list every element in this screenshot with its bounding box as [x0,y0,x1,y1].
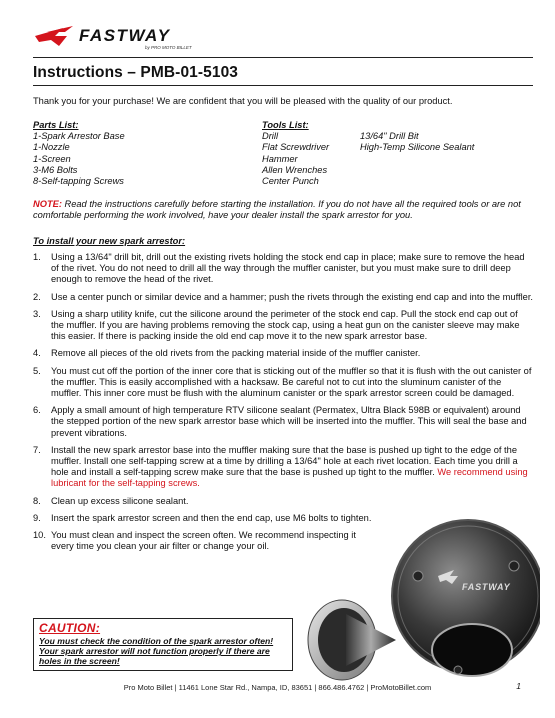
step-item: 5. You must cut off the portion of the inner core that is sticking out of the muffler so that it is flush with the out canister of the muffler. This is easily accomplished with a hacksaw. Be careful not to cut into the sluminum canister of the muffler. This inner core must be flush with the aluminum canister or the spark arrestor screen could be damaged. [33,365,532,399]
step-item: 7. Install the new spark arrestor base into the muffler making sure that the base is pushed up tight to the edge of the muffler. Install one self-tapping screw at a time by drilling a 13/64" hole at each rivet location. Each time you drill a hole and install a self-tapping screw make sure that the base is pushed up tight to the muffler. We recommend using lubricant for the self-tapping screws. [33,444,528,489]
product-logo: FASTWAY [462,582,511,592]
parts-list [33,120,125,187]
page-title: Instructions – PMB-01-5103 [33,64,239,81]
note [33,199,533,221]
step-item: 9. Insert the spark arrestor screen and then the end cap, use M6 bolts to tighten. [33,512,372,523]
step-item: 1. Using a 13/64" drill bit, drill out the existing rivets holding the stock end cap in place; make sure to remove the head of the rivet. You do not need to drill all the way through the muffler canister, but you must make sure to drill deep enough to remove the head of the rivet. [33,252,525,285]
caution-title: CAUTION: [39,621,101,635]
note-label: NOTE: [33,199,62,209]
tools-item: 13/64" Drill Bit [360,131,419,141]
step-item: 4. Remove all pieces of the old rivets from the packing material inside of the muffler canister. [33,348,421,359]
logo-text: FASTWAY [79,26,171,45]
step-item: 6. Apply a small amount of high temperature RTV silicone sealant (Permatex, Ultra Black 598B or equivalent) around the stepped portion of the new spark arrestor base which will be inserted into the muffler. This will seal the base and prevent vibrations. [33,405,527,438]
tools-item: Flat Screwdriver [262,142,330,153]
tools-item: Center Punch [262,176,319,187]
caution-box [33,618,293,671]
intro-text: Thank you for your purchase! We are confident that you will be pleased with the quality of our product. [33,96,453,106]
step-item: 10. You must clean and inspect the screen often. We recommend inspecting it every time you clean your air filter or change your oil. [33,530,356,552]
tools-heading: Tools List: [262,120,309,130]
parts-item: 8-Self-tapping Screws [33,176,124,187]
page-number: 1 [516,681,521,691]
fastway-logo [33,22,213,52]
parts-item: 1-Screen [33,153,71,164]
parts-item: 3-M6 Bolts [33,164,78,175]
caution-text: You must check the condition of the spark arrestor often! Your spark arrestor will not function properly if there are holes in the screen! [39,636,274,667]
footer: Pro Moto Billet | 11461 Lone Star Rd., Nampa, ID, 83651 | 866.486.4762 | ProMotoBillet.com [123,683,432,692]
tools-list [262,120,329,187]
tools-item: High-Temp Silicone Sealant [360,142,475,153]
logo-subtext: by PRO MOTO BILLET [145,45,192,50]
step-item: 2. Use a center punch or similar device and a hammer; push the rivets through the existing end cap and into the muffler. [33,291,533,302]
parts-item: 1-Spark Arrestor Base [33,131,125,142]
title-rule [33,85,533,86]
note-text: Read the instructions carefully before starting the installation. If you do not have all the required tools or are not comfortable performing the work involved, have your dealer install the spark arrestor for you. [33,199,521,221]
tools-item: Allen Wrenches [262,164,328,175]
header-rule [33,57,533,58]
parts-heading: Parts List: [33,120,79,130]
install-heading: To install your new spark arrestor: [33,236,186,246]
parts-item: 1-Nozzle [33,142,70,153]
tools-item: Drill [262,131,279,142]
step-item: 8. Clean up excess silicone sealant. [33,495,189,506]
tools-list-extra [360,131,474,153]
tools-item: Hammer [262,153,298,164]
product-photo [300,510,540,690]
step-item: 3. Using a sharp utility knife, cut the silicone around the perimeter of the stock end cap. Pull the stock end cap out of the muffler. If you are having problems removing the stock cap, using a heat gun on the canister sleeve may make this easier. If there is packing inside the old end cap move it to the new spark arrestor base. [33,308,520,342]
